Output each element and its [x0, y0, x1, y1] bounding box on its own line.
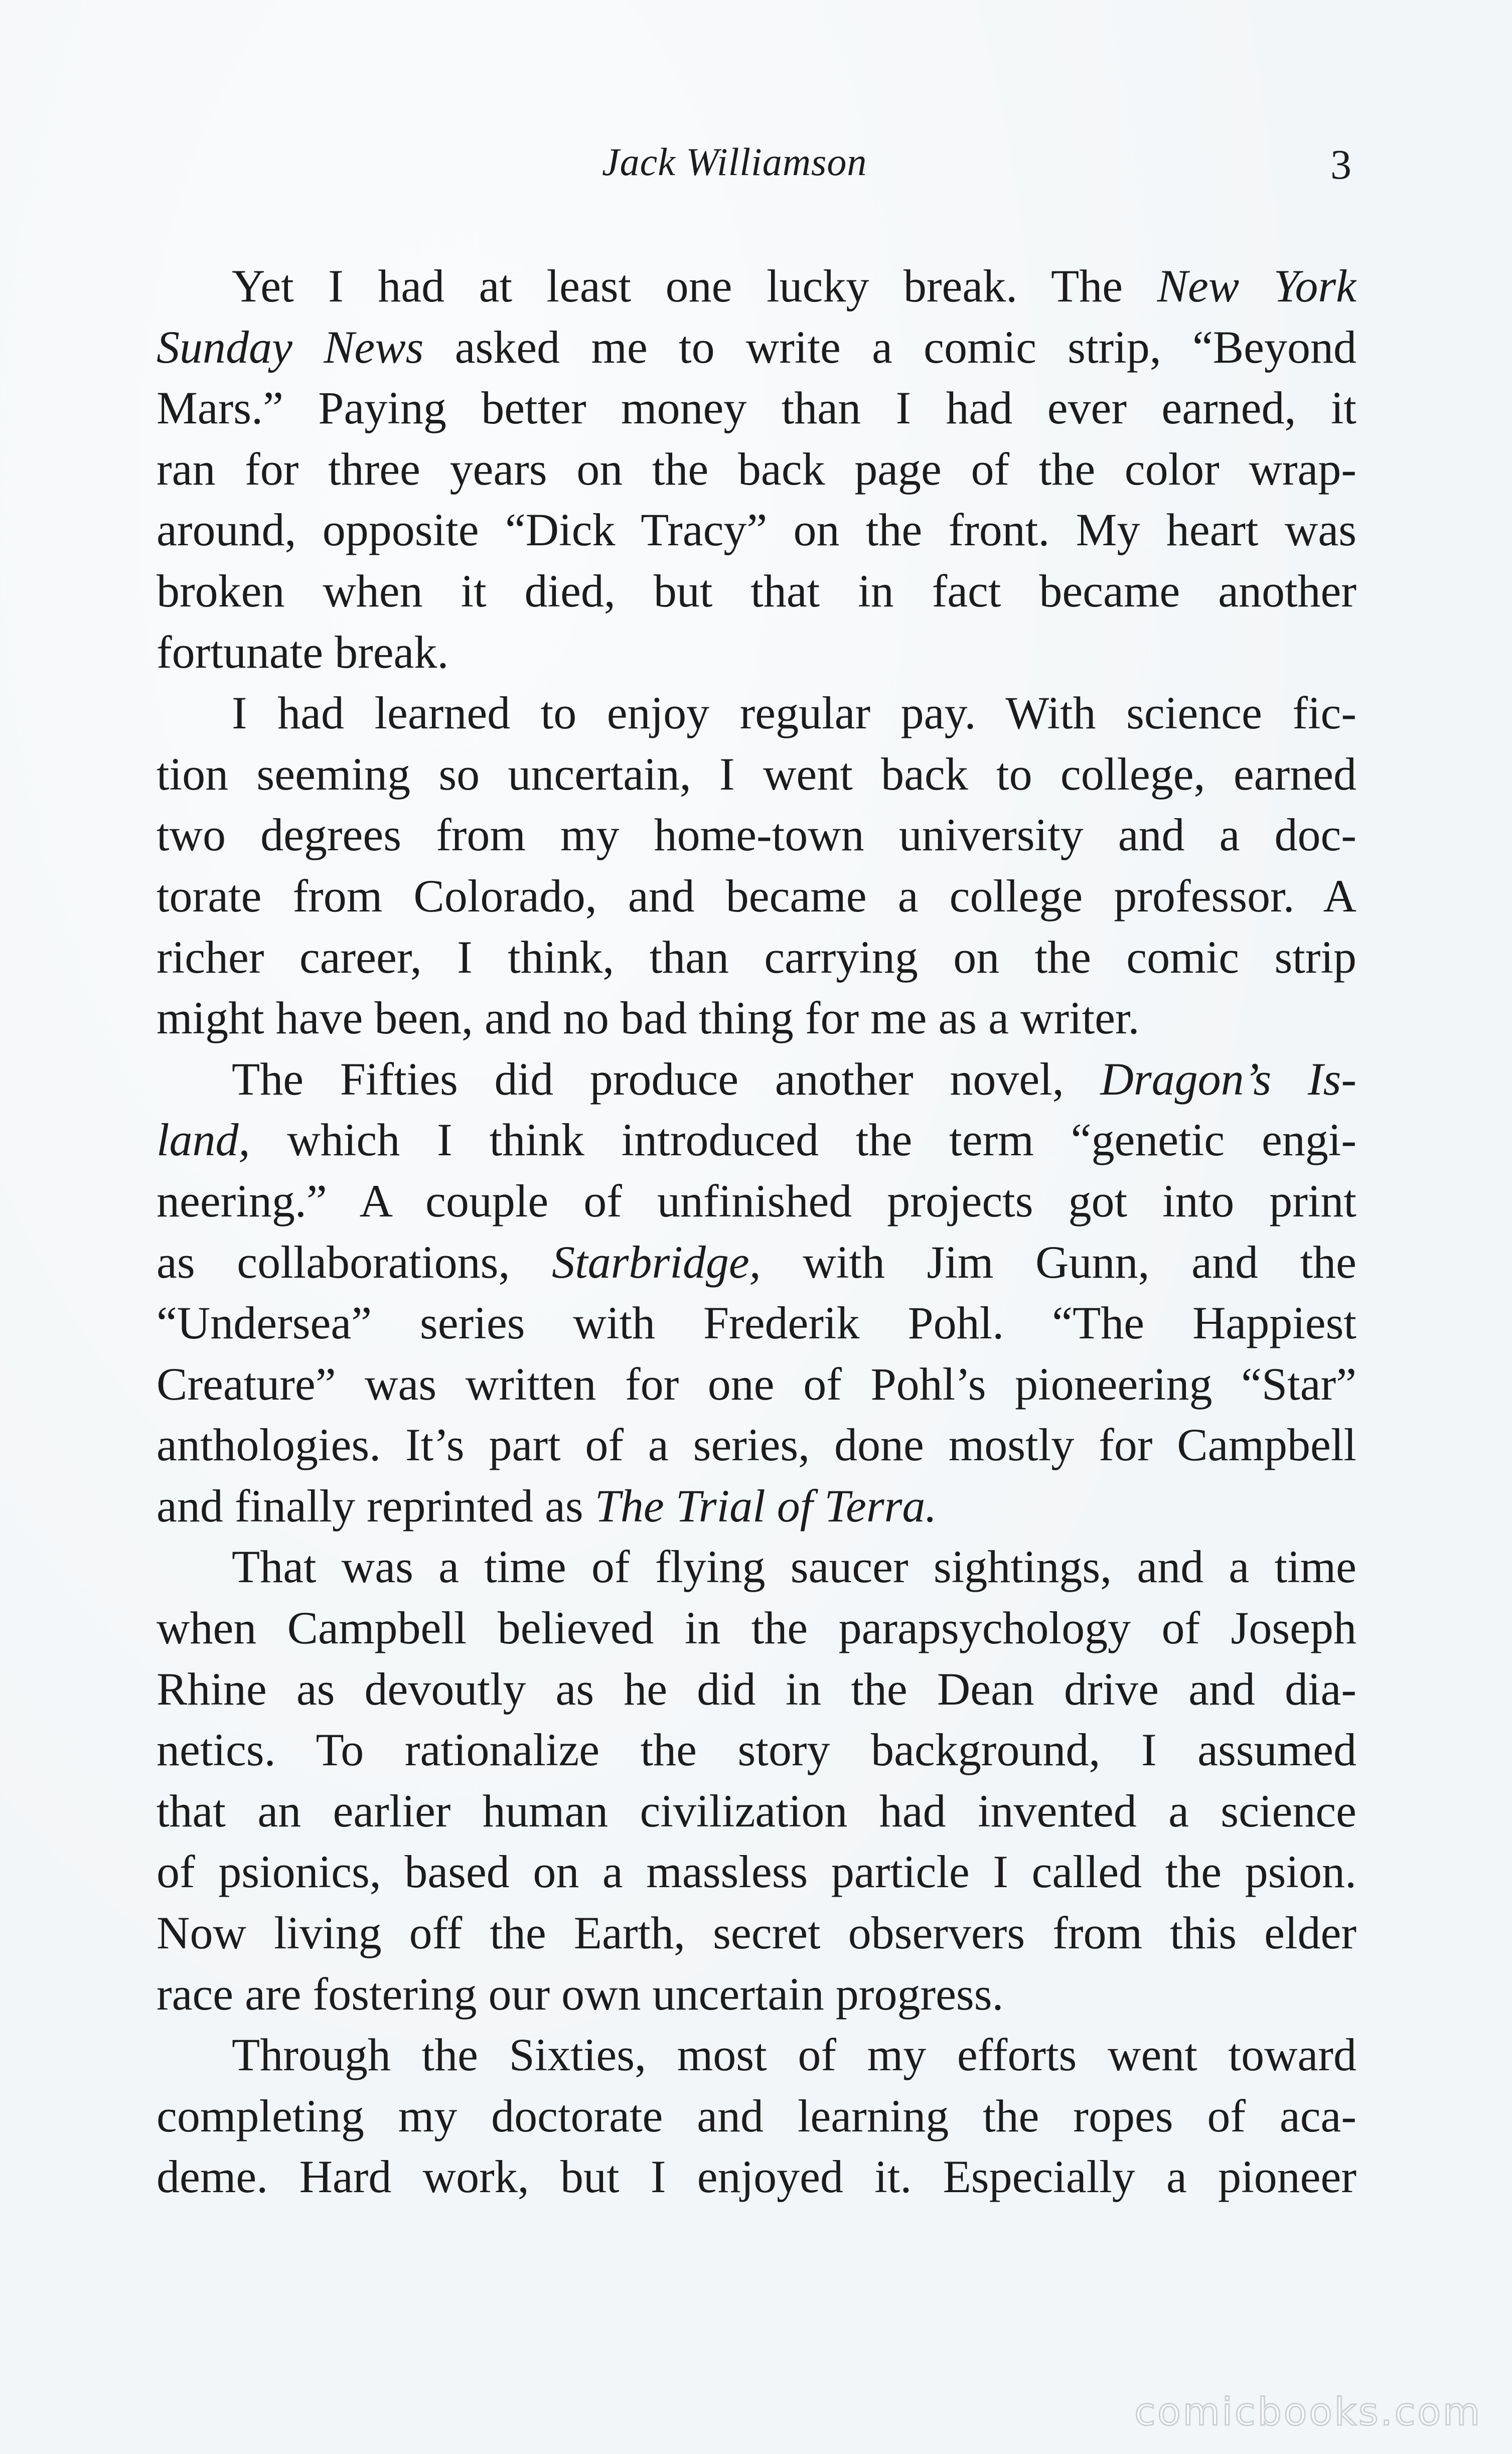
running-head [0, 134, 1512, 190]
text-line: Now living off the Earth, secret observers from this elder [157, 1907, 1356, 1959]
text-line: I had learned to enjoy regular pay. With science fic- [232, 687, 1356, 739]
text-line: race are fostering our own uncertain progress. [157, 1968, 1004, 2020]
text-line: “Undersea” series with Frederik Pohl. “The Happiest [157, 1297, 1356, 1349]
page-number: 3 [1330, 141, 1351, 188]
text-line: completing my doctorate and learning the ropes of aca- [157, 2090, 1356, 2141]
text-line: deme. Hard work, but I enjoyed it. Especially a pioneer [157, 2151, 1356, 2203]
watermark-logo: comicbooks.com [1134, 2389, 1482, 2434]
text-line: anthologies. It’s part of a series, done mostly for Campbell [157, 1419, 1356, 1471]
text-line: Rhine as devoutly as he did in the Dean drive and dia- [157, 1663, 1356, 1715]
text-line: netics. To rationalize the story background, I assumed [157, 1724, 1356, 1776]
body-text [157, 256, 1356, 2208]
text-line: land, which I think introduced the term “genetic engi- [157, 1114, 1356, 1166]
text-line: Yet I had at least one lucky break. The New York [232, 260, 1356, 312]
text-line: broken when it died, but that in fact became another [157, 565, 1356, 617]
text-line: torate from Colorado, and became a college professor. A [157, 870, 1356, 922]
text-line: around, opposite “Dick Tracy” on the front. My heart was [157, 504, 1356, 556]
text-line: two degrees from my home-town university and a doc- [157, 809, 1356, 861]
text-line: of psionics, based on a massless particle I called the psion. [157, 1846, 1356, 1898]
text-line: when Campbell believed in the parapsychology of Joseph [157, 1602, 1356, 1654]
text-line: The Fifties did produce another novel, Dragon’s Is- [232, 1053, 1356, 1105]
text-line: Creature” was written for one of Pohl’s pioneering “Star” [157, 1358, 1356, 1410]
text-line: that an earlier human civilization had invented a science [157, 1785, 1356, 1836]
text-line: might have been, and no bad thing for me as a writer. [157, 992, 1140, 1044]
running-head-author: Jack Williamson [602, 140, 867, 184]
text-line: Mars.” Paying better money than I had ever earned, it [157, 382, 1356, 434]
text-line: ran for three years on the back page of the color wrap- [157, 443, 1356, 495]
text-line: as collaborations, Starbridge, with Jim Gunn, and the [157, 1236, 1356, 1288]
text-line: Through the Sixties, most of my efforts went toward [232, 2029, 1356, 2081]
text-line: richer career, I think, than carrying on the comic strip [157, 931, 1356, 983]
text-line: Sunday News asked me to write a comic strip, “Beyond [157, 321, 1356, 373]
text-line: That was a time of flying saucer sightings, and a time [232, 1541, 1356, 1593]
text-line: neering.” A couple of unfinished projects got into print [157, 1175, 1356, 1226]
text-line: fortunate break. [157, 626, 449, 678]
text-line: tion seeming so uncertain, I went back to college, earned [157, 748, 1356, 800]
text-line: and finally reprinted as The Trial of Terra. [157, 1480, 937, 1531]
